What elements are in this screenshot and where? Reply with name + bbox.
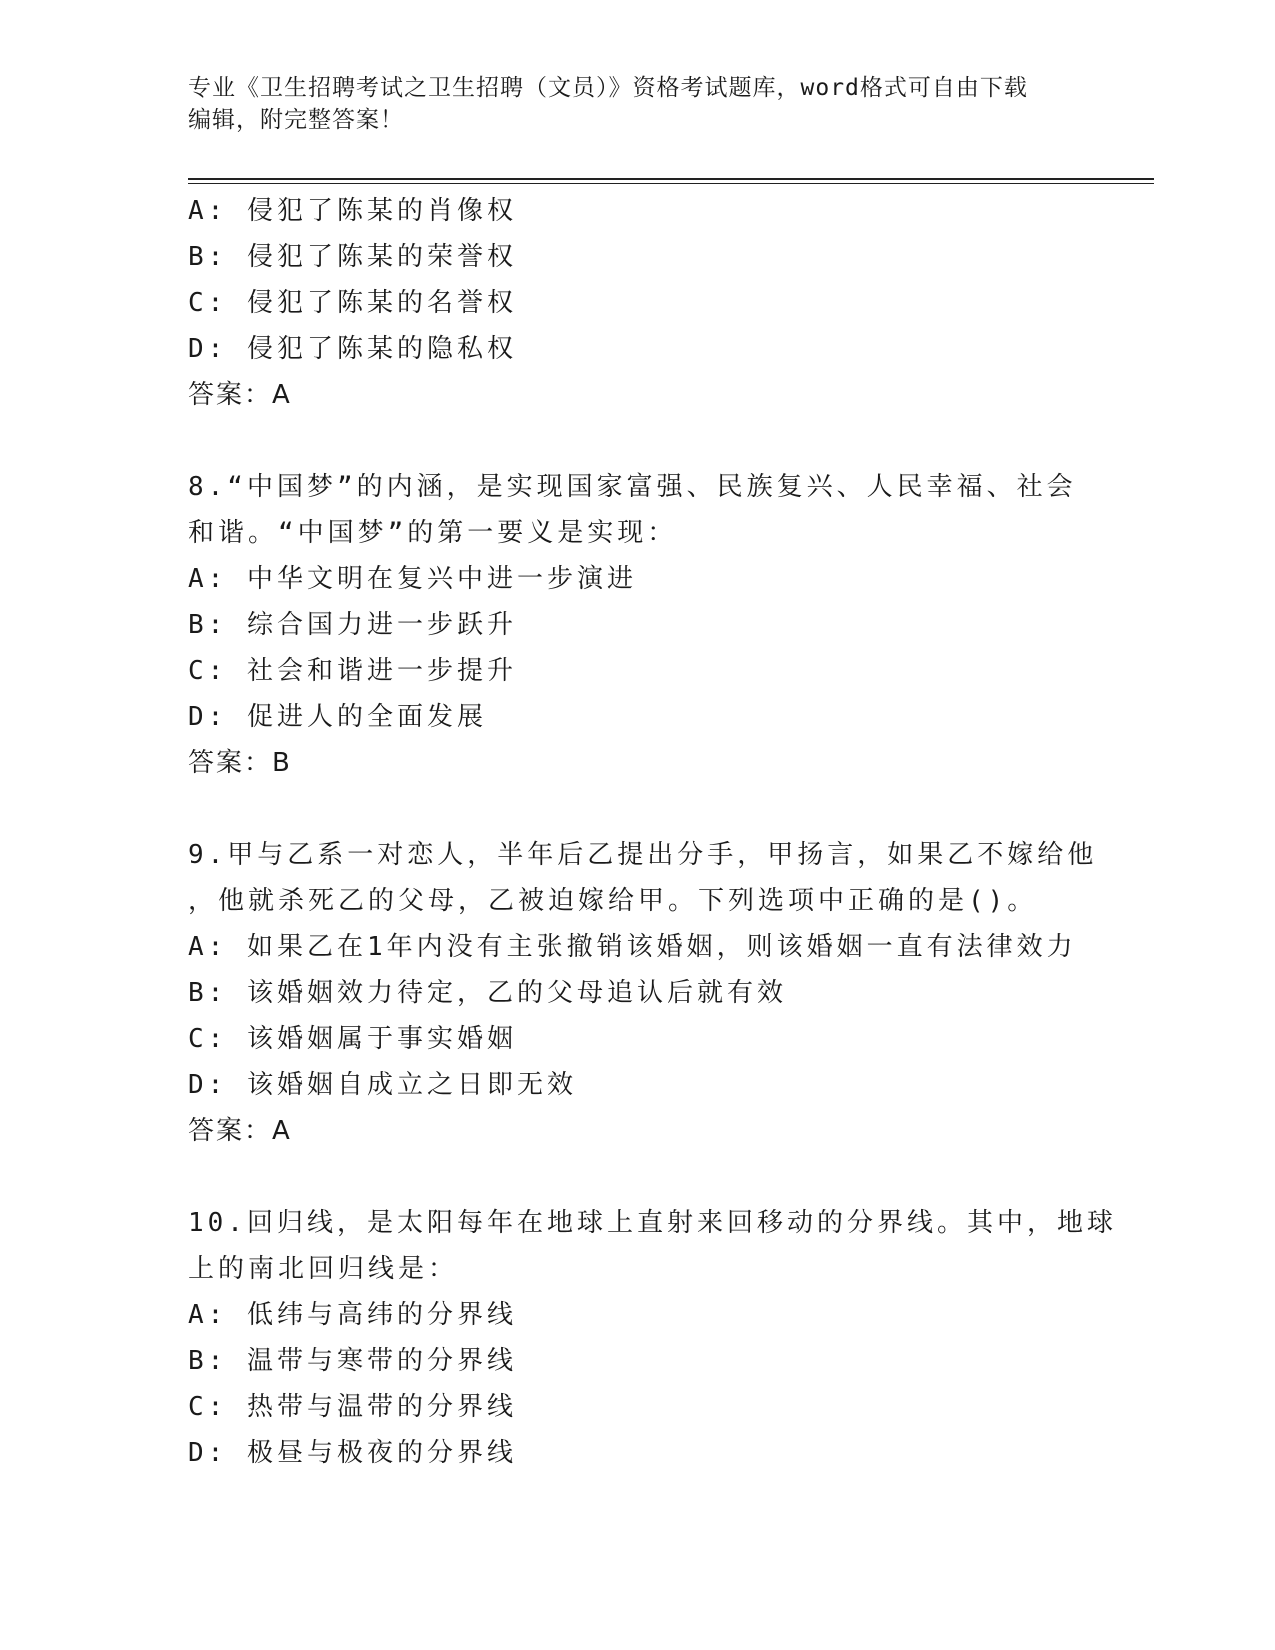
option-c: C: 侵犯了陈某的名誉权 [188,288,517,318]
header-line-2: 编辑，附完整答案！ [188,107,404,133]
option-d: D: 侵犯了陈某的隐私权 [188,334,517,364]
question-7 [188,188,1088,418]
header-divider-thin [188,183,1154,184]
header-divider-thick [188,178,1154,180]
option-a: A: 中华文明在复兴中进一步演进 [188,564,637,594]
option-b: B: 温带与寒带的分界线 [188,1346,517,1376]
option-d: D: 该婚姻自成立之日即无效 [188,1070,577,1100]
question-stem-line-2: 上的南北回归线是： [188,1254,459,1284]
option-a: A: 侵犯了陈某的肖像权 [188,196,517,226]
option-b: B: 综合国力进一步跃升 [188,610,517,640]
option-a: A: 低纬与高纬的分界线 [188,1300,517,1330]
option-b: B: 该婚姻效力待定，乙的父母追认后就有效 [188,978,787,1008]
question-8 [188,464,1088,786]
option-c: C: 热带与温带的分界线 [188,1392,517,1422]
question-stem-line-2: ，他就杀死乙的父母，乙被迫嫁给甲。下列选项中正确的是()。 [188,886,1038,916]
question-list [188,188,1117,1476]
answer-line: 答案：A [188,380,292,410]
document-header [188,72,1068,136]
option-c: C: 社会和谐进一步提升 [188,656,517,686]
option-d: D: 极昼与极夜的分界线 [188,1438,517,1468]
header-line-1: 专业《卫生招聘考试之卫生招聘（文员）》资格考试题库，word格式可自由下载 [188,75,1028,101]
question-stem-line-1: 8.“中国梦”的内涵，是实现国家富强、民族复兴、人民幸福、社会 [188,472,1077,502]
question-10 [188,1200,1117,1476]
option-a: A: 如果乙在1年内没有主张撤销该婚姻，则该婚姻一直有法律效力 [188,932,1077,962]
spacer [188,418,1088,464]
spacer [188,1154,1088,1200]
question-stem-line-1: 9.甲与乙系一对恋人，半年后乙提出分手，甲扬言，如果乙不嫁给他 [188,840,1098,870]
answer-line: 答案：A [188,1116,292,1146]
option-b: B: 侵犯了陈某的荣誉权 [188,242,517,272]
option-d: D: 促进人的全面发展 [188,702,487,732]
answer-line: 答案：B [188,748,292,778]
question-stem-line-2: 和谐。“中国梦”的第一要义是实现： [188,518,678,548]
option-c: C: 该婚姻属于事实婚姻 [188,1024,517,1054]
spacer [188,786,1088,832]
question-stem-line-1: 10.回归线，是太阳每年在地球上直射来回移动的分界线。其中，地球 [188,1208,1117,1238]
question-9 [188,832,1098,1154]
